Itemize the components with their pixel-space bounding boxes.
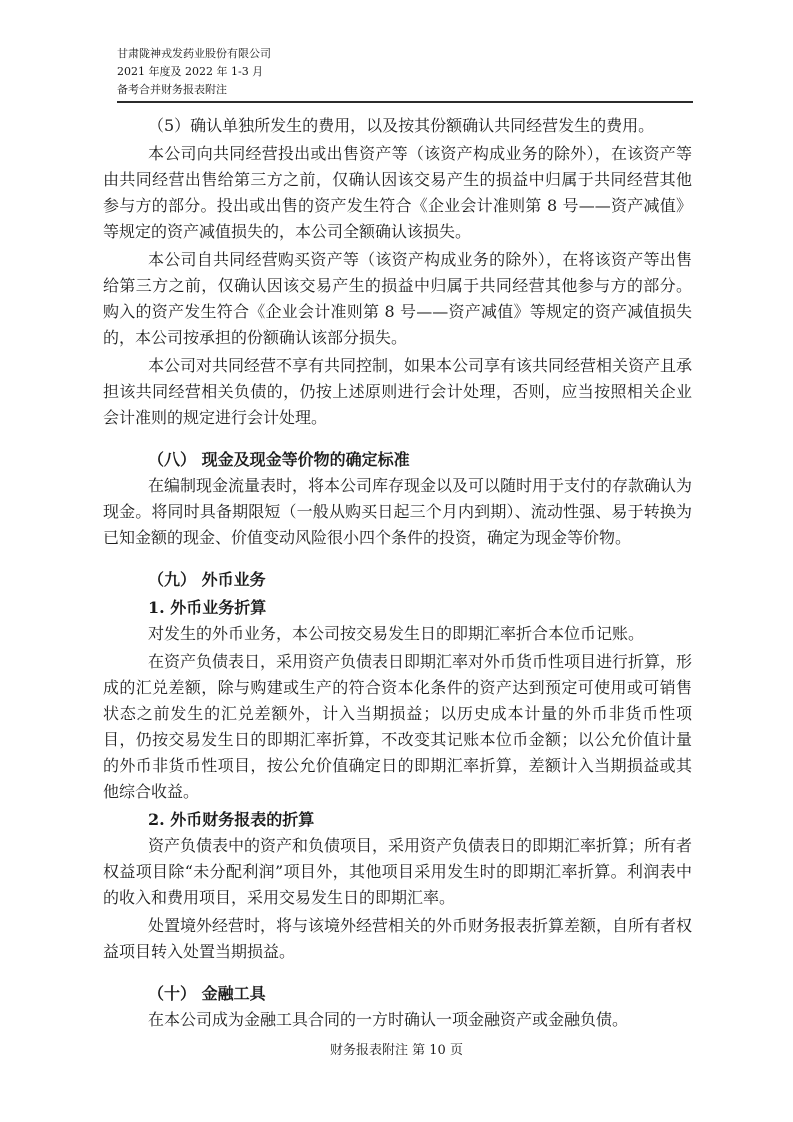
header-doc-title: 备考合并财务报表附注 [117,83,227,96]
sub-heading: 1. 外币业务折算 [148,598,267,617]
footer-page-label: 财务报表附注 第 10 页 [330,1043,463,1058]
body-paragraph: 在资产负债表日，采用资产负债表日即期汇率对外币货币性项目进行折算，形成的汇兑差额，除与购建或生产的符合资本化条件的资产达到预定可使用或可销售状态之前发生的汇兑差额外，计入当期损益；以历史成本计量的外币非货币性项目，仍按交易发生日的即期汇率折算，不改变其记账本位币金额；以公允价值计量的外币非货币性项目，按公允价值确定日的即期汇率折算，差额计入当期损益或其他综合收益。 [103,652,693,801]
body-paragraph: 本公司自共同经营购买资产等（该资产构成业务的除外），在将该资产等出售给第三方之前，仅确认因该交易产生的损益中归属于共同经营其他参与方的部分。购入的资产发生符合《企业会计准则第 8 号——资产减值》等规定的资产减值损失的，本公司按承担的份额确认该部分损失。 [103,250,692,347]
body-paragraph: 资产负债表中的资产和负债项目，采用资产负债表日的即期汇率折算；所有者权益项目除“未分配利润”项目外，其他项目采用发生时的即期汇率折算。利润表中的收入和费用项目，采用交易发生日的即期汇率。 [103,836,693,907]
page-header [117,45,693,103]
document-body [103,113,692,1035]
sub-heading: 2. 外币财务报表的折算 [148,810,315,829]
page-footer [0,1041,793,1061]
section-heading: （十） 金融工具 [148,984,266,1003]
body-paragraph: 在本公司成为金融工具合同的一方时确认一项金融资产或金融负债。 [148,1010,629,1029]
body-paragraph: 本公司向共同经营投出或出售资产等（该资产构成业务的除外），在该资产等由共同经营出售给第三方之前，仅确认因该交易产生的损益中归属于共同经营其他参与方的部分。投出或出售的资产发生符合《企业会计准则第 8 号——资产减值》等规定的资产减值损失的，本公司全额确认该损失。 [103,144,692,241]
header-company-name: 甘肃陇神戎发药业股份有限公司 [117,47,271,60]
header-report-period: 2021 年度及 2022 年 1-3 月 [117,65,264,78]
body-paragraph: 对发生的外币业务，本公司按交易发生日的即期汇率折合本位币记账。 [148,624,645,643]
body-paragraph: 在编制现金流量表时，将本公司库存现金以及可以随时用于支付的存款确认为现金。将同时具备期限短（一般从购买日起三个月内到期）、流动性强、易于转换为已知金额的现金、价值变动风险很小四个条件的投资，确定为现金等价物。 [103,476,693,547]
body-paragraph: 处置境外经营时，将与该境外经营相关的外币财务报表折算差额，自所有者权益项目转入处置当期损益。 [103,916,693,961]
section-heading: （九） 外币业务 [148,570,266,589]
section-heading: （八） 现金及现金等价物的确定标准 [148,450,410,469]
body-paragraph: （5）确认单独所发生的费用，以及按其份额确认共同经营发生的费用。 [148,116,655,135]
body-paragraph: 本公司对共同经营不享有共同控制，如果本公司享有该共同经营相关资产且承担该共同经营相关负债的，仍按上述原则进行会计处理，否则，应当按照相关企业会计准则的规定进行会计处理。 [103,356,693,427]
